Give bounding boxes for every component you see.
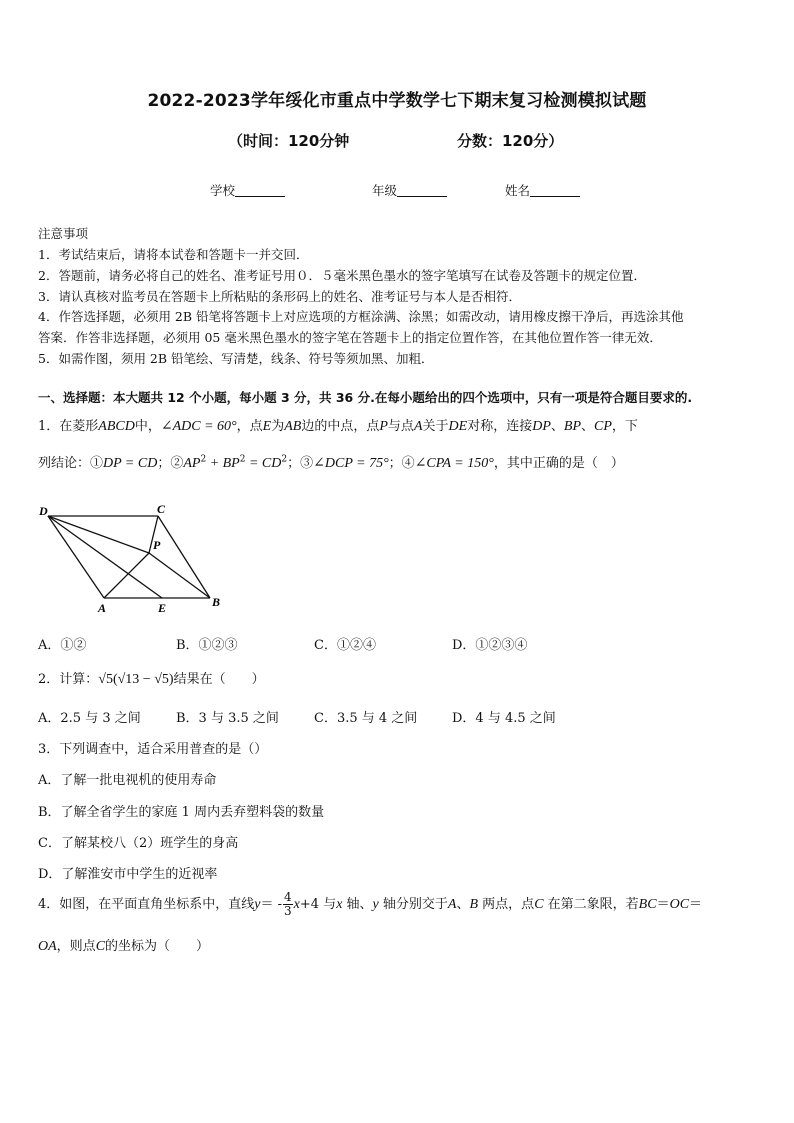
label-c: C: [157, 502, 166, 516]
notice-item: 1．考试结束后，请将本试卷和答题卡一并交回．: [38, 247, 309, 262]
question-4-stem-line2: [38, 935, 209, 955]
segment-ap: [104, 553, 149, 598]
q1-option-c[interactable]: C．①②④: [314, 638, 376, 653]
q4-text: 轴、: [342, 897, 373, 912]
q4-text: ＝ -: [260, 897, 283, 912]
q4-text: ，则点: [56, 939, 96, 954]
segment-cb: [158, 516, 210, 598]
name-blank: [530, 184, 580, 197]
q1-text: ，其中正确的是（ ）: [493, 456, 624, 471]
q1-option-a[interactable]: A．①②: [38, 638, 87, 653]
q2-option-d[interactable]: D．4 与 4.5 之间: [452, 711, 556, 726]
grade-label: 年级: [372, 183, 398, 198]
q4-math: A: [447, 897, 457, 912]
q1-math: ABCD: [98, 419, 135, 434]
notice-item: 3．请认真核对监考员在答题卡上所粘贴的条形码上的姓名、准考证号与本人是否相符．: [38, 289, 521, 304]
school-field: [210, 181, 285, 199]
q1-math: DP: [532, 419, 551, 434]
q1-math: ∠ADC = 60°: [160, 419, 237, 434]
label-a: A: [98, 601, 107, 615]
q1-sup: 2: [239, 454, 246, 465]
grade-blank: [397, 184, 447, 197]
q1-math: = CD: [245, 456, 282, 471]
q1-text: ，下: [611, 419, 638, 434]
q2-math: √5(√13 − √5): [98, 672, 174, 687]
q1-text: 关于: [422, 419, 449, 434]
q1-text: 、: [550, 419, 564, 434]
question-2-stem: [38, 668, 265, 688]
notice-item: 4．作答选择题，必须用 2B 铅笔将答题卡上对应选项的方框涂满、涂黑；如需改动，请用橡皮擦干净后，再选涂其他: [38, 309, 684, 324]
q4-math: OA: [38, 939, 57, 954]
q4-text: 的坐标为（ ）: [105, 939, 210, 954]
q1-text: 列结论：①: [38, 456, 104, 471]
exam-time: （时间：120分钟: [228, 132, 350, 150]
segment-dp: [48, 516, 149, 553]
q3-option-a[interactable]: A．了解一批电视机的使用寿命: [38, 773, 217, 788]
school-label: 学校: [210, 183, 236, 198]
q3-option-b[interactable]: B．了解全省学生的家庭 1 周内丢弃塑料袋的数量: [38, 805, 325, 820]
q1-math: ∠CPA = 150°: [414, 456, 494, 471]
question-3-stem: 3．下列调查中，适合采用普查的是（）: [38, 742, 268, 757]
q1-text: 为: [271, 419, 285, 434]
q1-text: 边的中点，点: [301, 419, 380, 434]
notice-item: 5．如需作图，须用 2B 铅笔绘、写清楚，线条、符号等须加黑、加粗．: [38, 351, 434, 366]
q1-sup: 2: [200, 454, 207, 465]
q1-text: ；③: [287, 456, 314, 471]
q4-text: 两点，点: [478, 897, 535, 912]
notice-item: 2．答题前，请务必将自己的姓名、准考证号用０．５毫米黑色墨水的签字笔填写在试卷及答题卡的规定位置．: [38, 268, 646, 283]
q4-text: 、: [456, 897, 470, 912]
q4-math: y: [372, 897, 379, 912]
q1-math: P: [379, 419, 388, 434]
label-p: P: [153, 538, 161, 552]
name-field: [505, 181, 580, 199]
q4-math: BC: [638, 897, 657, 912]
q4-math: x: [336, 897, 343, 912]
q1-math: ∠DCP = 75°: [313, 456, 389, 471]
q2-option-b[interactable]: B．3 与 3.5 之间: [176, 711, 279, 726]
q4-math: y: [254, 897, 261, 912]
question-4-stem: [38, 891, 702, 918]
q2-text: 2．计算：: [38, 672, 99, 687]
section-heading: 一、选择题：本大题共 12 个小题，每小题 3 分，共 36 分.在每小题给出的四个选项中，只有一项是符合题目要求的.: [38, 390, 693, 405]
q1-option-d[interactable]: D．①②③④: [452, 638, 528, 653]
q4-text: +4 与: [299, 897, 337, 912]
q1-math: DP = CD: [103, 456, 158, 471]
notice-heading: 注意事项: [38, 226, 89, 241]
exam-title: 2022-2023学年绥化市重点中学数学七下期末复习检测模拟试题: [147, 91, 647, 111]
q1-text: 、: [581, 419, 595, 434]
q3-option-d[interactable]: D．了解淮安市中学生的近视率: [38, 867, 218, 882]
q4-math: OC: [669, 897, 690, 912]
q1-math: AP: [183, 456, 201, 471]
exam-score: 分数：120分）: [457, 132, 564, 150]
q4-text: 在第二象限，若: [543, 897, 639, 912]
q1-text: 1．在菱形: [38, 419, 99, 434]
q4-math: B: [469, 897, 479, 912]
school-blank: [235, 184, 285, 197]
q2-option-a[interactable]: A．2.5 与 3 之间: [38, 711, 141, 726]
q4-math: C: [95, 939, 106, 954]
label-e: E: [158, 601, 167, 615]
name-label: 姓名: [505, 183, 531, 198]
label-d: D: [39, 504, 48, 518]
q1-math: A: [413, 419, 423, 434]
rhombus-figure: [36, 500, 236, 618]
q1-text: 对称，连接: [467, 419, 533, 434]
q1-math: CP: [594, 419, 612, 434]
q1-text: 与点: [387, 419, 414, 434]
q1-text: ，点: [236, 419, 263, 434]
q1-sup: 2: [281, 454, 288, 465]
segment-pb: [149, 553, 210, 598]
notice-item: 答案．作答非选择题，必须用 05 毫米黑色墨水的签字笔在答题卡上的指定位置作答，在其他位置作答一律无效．: [38, 330, 662, 345]
segment-ad: [48, 516, 104, 598]
q2-option-c[interactable]: C．3.5 与 4 之间: [314, 711, 418, 726]
q4-math: C: [534, 897, 544, 912]
q1-math: + BP: [206, 456, 240, 471]
q4-fraction-num: 4: [284, 890, 292, 904]
label-b: B: [212, 595, 221, 609]
q1-math: E: [262, 419, 272, 434]
q1-text: 中，: [134, 419, 161, 434]
q4-text: 轴分别交于: [378, 897, 448, 912]
q1-option-b[interactable]: B．①②③: [176, 638, 238, 653]
q1-math: AB: [284, 419, 302, 434]
q1-text: ；②: [157, 456, 184, 471]
q4-text: 4．如图，在平面直角坐标系中，直线: [38, 897, 255, 912]
q1-math: DE: [448, 419, 468, 434]
q2-text: 结果在（ ）: [173, 672, 265, 687]
q4-math: x: [293, 897, 300, 912]
q3-option-c[interactable]: C．了解某校八（2）班学生的身高: [38, 836, 239, 851]
q4-text: ＝: [689, 897, 703, 912]
grade-field: [372, 181, 447, 199]
q4-text: ＝: [656, 897, 670, 912]
q4-fraction-den: 3: [284, 904, 292, 918]
question-1-stem: [38, 415, 638, 435]
q4-fraction: [283, 891, 293, 918]
question-1-stem-line2: [38, 452, 624, 472]
q1-text: ；④: [388, 456, 415, 471]
q1-math: BP: [563, 419, 581, 434]
